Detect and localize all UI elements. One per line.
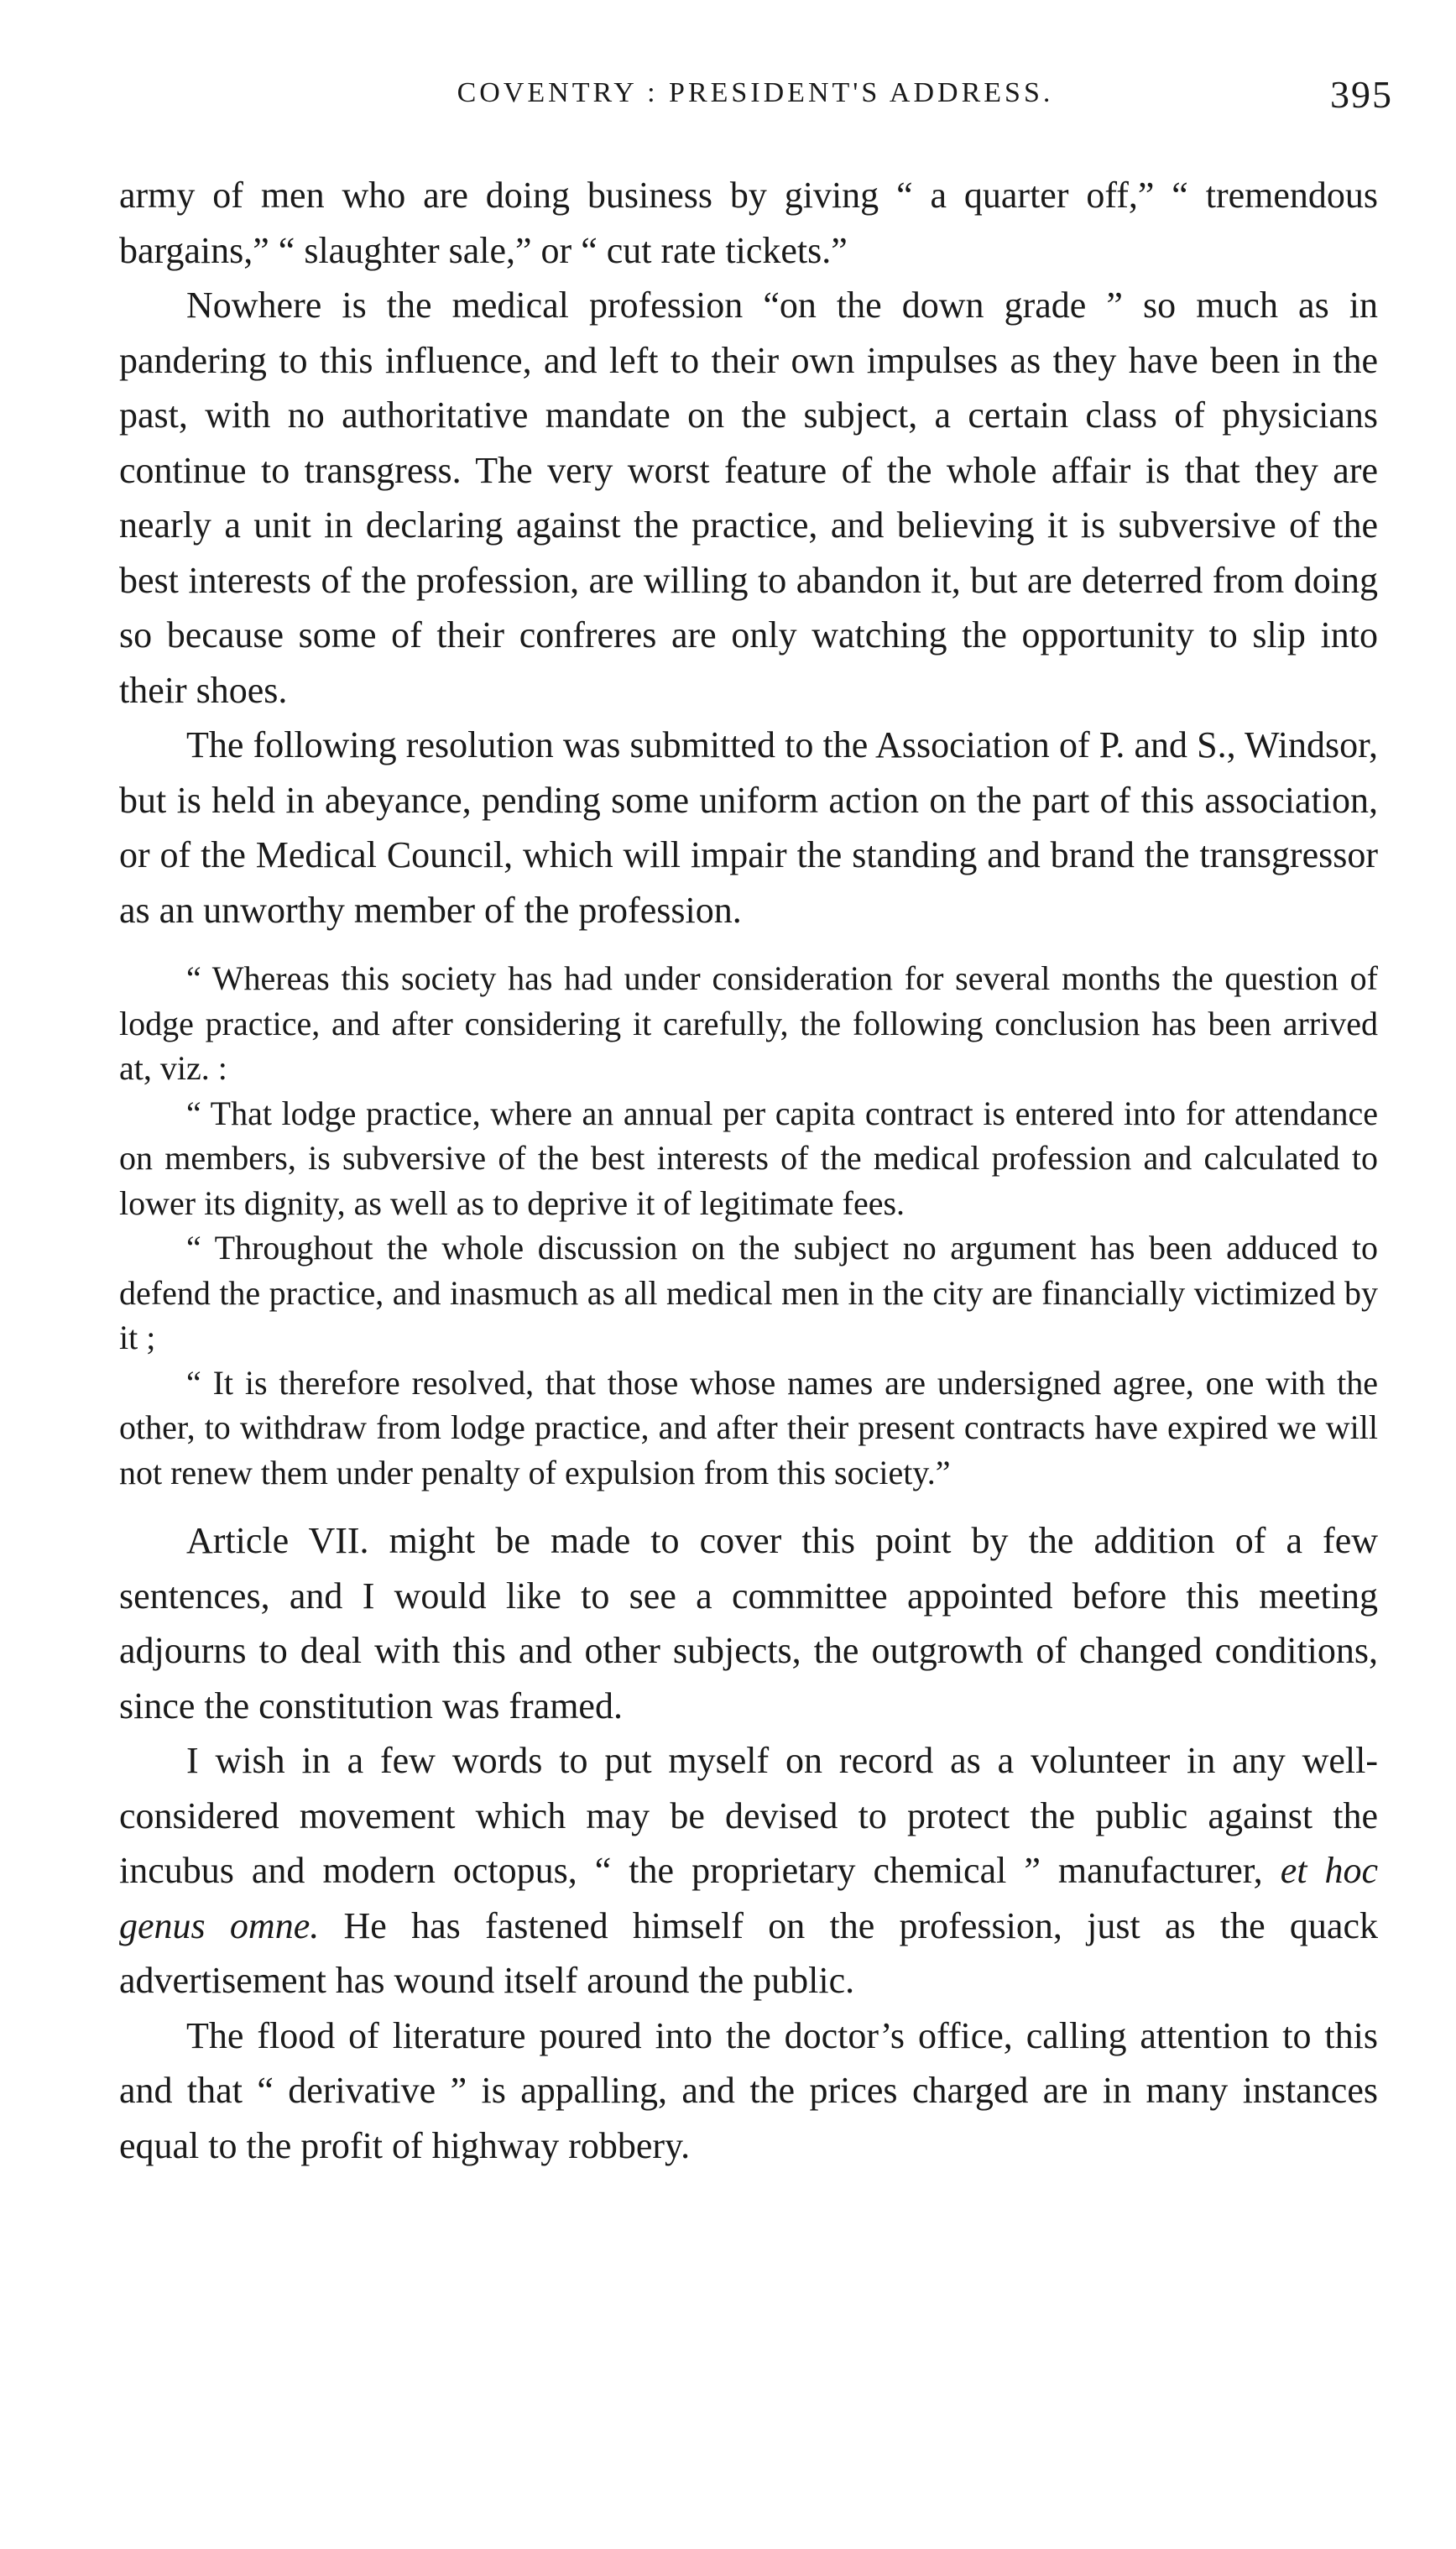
running-title: COVENTRY : PRESIDENT'S ADDRESS. [457, 77, 1054, 108]
resolution-resolved: “ It is therefore resolved, that those whose names are undersigned agree, one with the other, to withdraw from lodge practice, and after their present contracts have expired we will not renew them under penalty of expulsion from this society.” [119, 1363, 1378, 1491]
volunteer-text-start: I wish in a few words to put myself on record as a volunteer in any well-considered movement which may be devised to protect the public against the incubus and modern octopus, “ the proprietary chemical ” manufacturer, [119, 1740, 1378, 1891]
running-header [117, 73, 1393, 128]
resolution-lodge-practice: “ That lodge practice, where an annual per capita contract is entered into for attendance on members, is subversive of the best interests of the medical profession and calculated to lower its dignity, as well as to deprive it of legitimate fees. [119, 1094, 1378, 1222]
paragraph-literature-flood: The flood of literature poured into the doctor’s office, calling attention to this and that “ derivative ” is appalling, and the prices charged are in many instances equal to the profit of highway robbery. [119, 2014, 1378, 2166]
paragraph-resolution-intro: The following resolution was submitted to the Association of P. and S., Windsor, but is held in abeyance, pending some uniform action on the part of this association, or of the Medical Council, which will impair the standing and brand the transgressor as an unworthy member of the profession. [119, 724, 1378, 931]
resolution-quote [119, 956, 1378, 1495]
resolution-whereas: “ Whereas this society has had under consideration for several months the question of lodge practice, and after considering it carefully, the following conclusion has been arrived at, viz. : [119, 959, 1378, 1087]
paragraph-continuation: army of men who are doing business by giving “ a quarter off,” “ tremendous bargains,” “ slaughter sale,” or “ cut rate tickets.” [119, 175, 1378, 271]
volunteer-text-end: He has fastened himself on the profession, just as the quack advertisement has wound itself around the public. [119, 1904, 1378, 2001]
paragraph-article-vii: Article VII. might be made to cover this point by the addition of a few sentences, and I would like to see a committee appointed before this meeting adjourns to deal with this and other subjects, the outgrowth of changed conditions, since the constitution was framed. [119, 1520, 1378, 1726]
resolution-throughout: “ Throughout the whole discussion on the subject no argument has been adduced to defend the practice, and inasmuch as all medical men in the city are financially victimized by it ; [119, 1229, 1378, 1356]
page-number: 395 [1330, 73, 1393, 116]
latin-phrase: et hoc genus omne. [119, 1850, 1378, 1946]
paragraph-medical-profession: Nowhere is the medical profession “on the down grade ” so much as in pandering to this influence, and left to their own impulses as they have been in the past, with no authoritative mandate on the subject, a certain class of physicians continue to transgress. The very worst feature of the whole affair is that they are nearly a unit in declaring against the practice, and believing it is subversive of the best interests of the profession, are willing to abandon it, but are deterred from doing so because some of their confreres are only watching the opportunity to slip into their shoes. [119, 285, 1378, 711]
paragraph-volunteer [119, 1733, 1378, 2008]
body-text [119, 168, 1378, 2173]
